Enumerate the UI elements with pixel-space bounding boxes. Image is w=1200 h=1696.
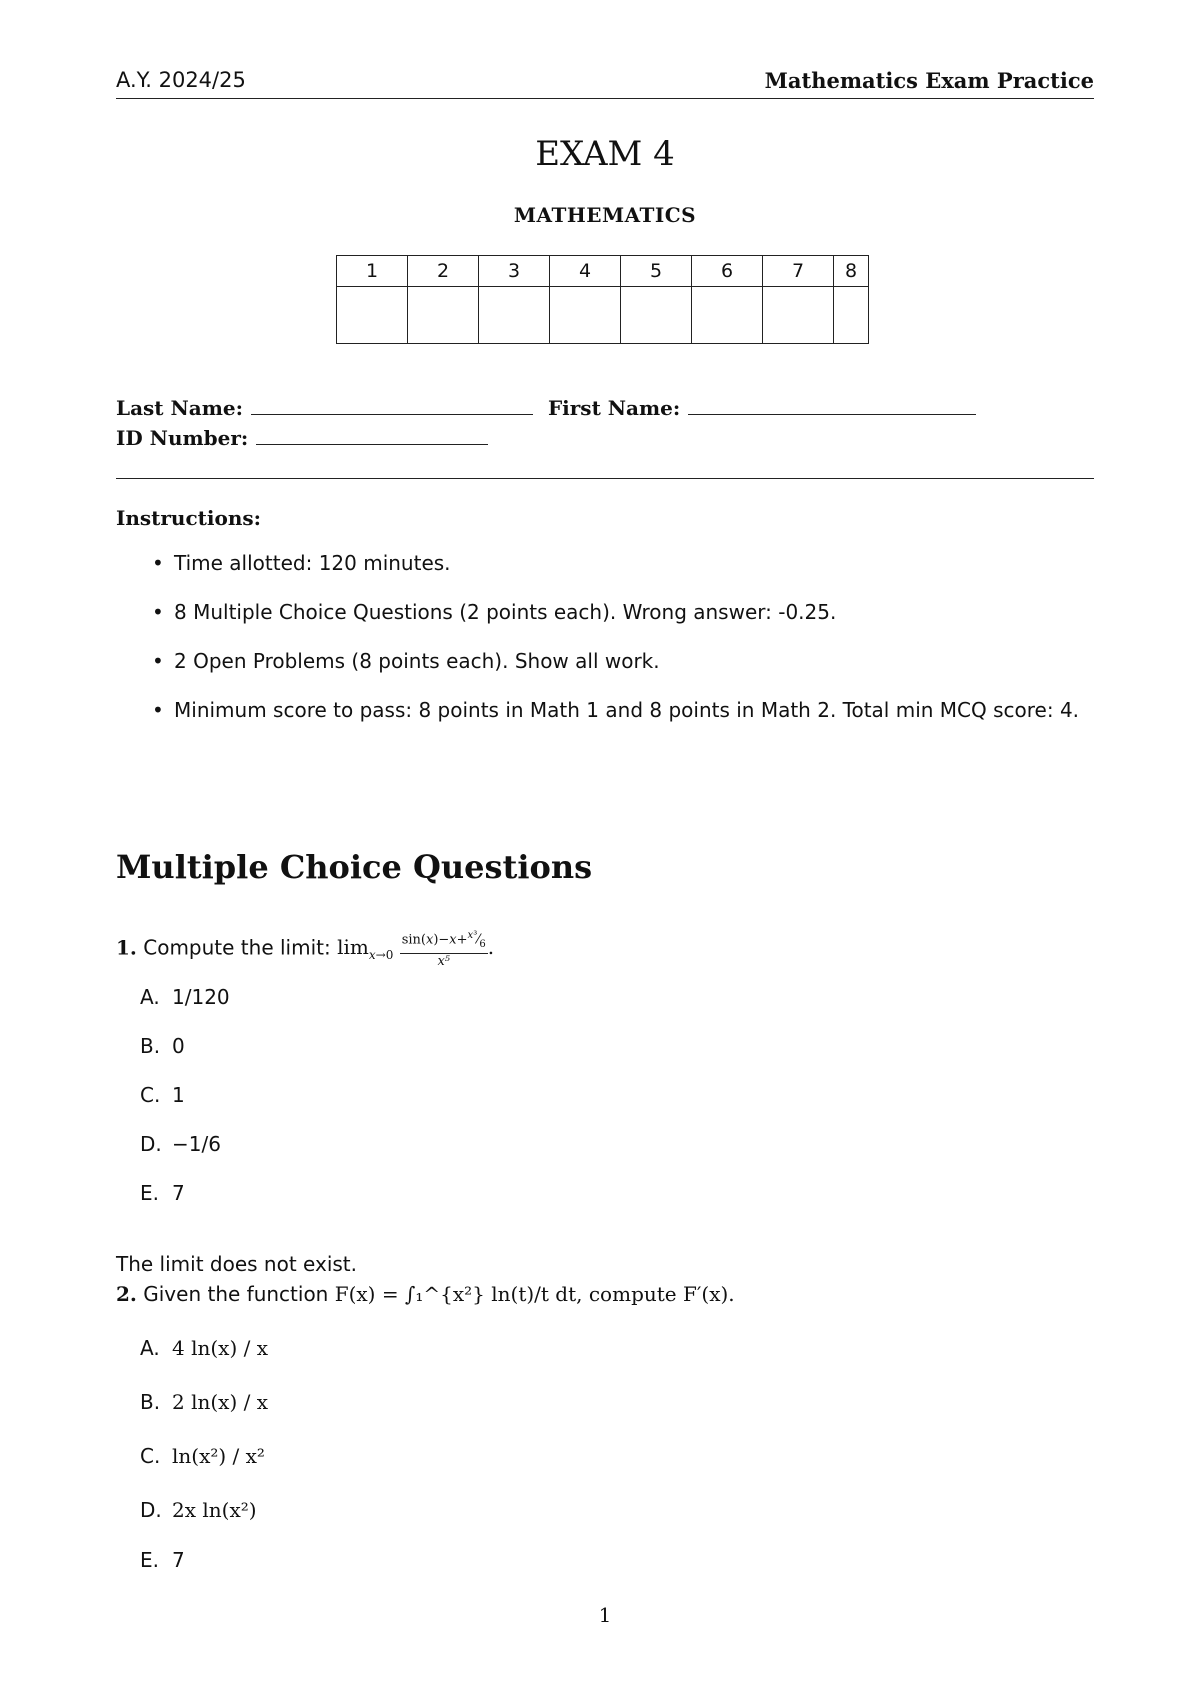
score-cell[interactable] <box>337 287 408 344</box>
instructions-list <box>116 548 1094 744</box>
id-field-row <box>116 426 488 450</box>
section-title: Multiple Choice Questions <box>116 848 593 886</box>
option-c[interactable]: C. 1 <box>140 1083 185 1107</box>
instructions-title: Instructions: <box>116 506 262 530</box>
name-fields-row <box>116 396 976 420</box>
page-number: 1 <box>598 1603 612 1627</box>
first-name-blank[interactable] <box>688 396 976 415</box>
score-cell[interactable] <box>692 287 763 344</box>
question-math: $\lim_{x\to 0}$ $\frac{\sin(x)-x+^{x^3}⁄_6}{\text{x⁵}}$ . <box>337 930 495 969</box>
instruction-item: • Minimum score to pass: 8 points in Math 1 and 8 points in Math 2. Total min MCQ score: 4. <box>116 695 1094 725</box>
academic-year: A.Y. 2024/25 <box>116 68 246 92</box>
option-a[interactable]: A. 1/120 <box>140 985 230 1009</box>
score-cell[interactable] <box>479 287 550 344</box>
score-cell[interactable] <box>763 287 834 344</box>
score-table <box>336 255 869 344</box>
option-d[interactable]: D. −1/6 <box>140 1132 221 1156</box>
exam-subtitle: MATHEMATICS <box>513 203 697 227</box>
bullet-icon: • <box>152 551 164 575</box>
score-col-header: 1 <box>337 256 408 287</box>
score-cell[interactable] <box>834 287 869 344</box>
score-col-header: 7 <box>763 256 834 287</box>
instruction-item: • Time allotted: 120 minutes. <box>116 548 1094 578</box>
note-text: The limit does not exist. <box>116 1252 357 1276</box>
instruction-item: • 2 Open Problems (8 points each). Show all work. <box>116 646 1094 676</box>
score-col-header: 2 <box>408 256 479 287</box>
question-number: 1. <box>116 935 137 960</box>
exam-page <box>116 0 1094 1696</box>
score-col-header: 8 <box>834 256 869 287</box>
bullet-icon: • <box>152 600 164 624</box>
option-e[interactable]: E. 7 <box>140 1548 185 1572</box>
header-course-title: Mathematics Exam Practice <box>764 68 1094 93</box>
score-cell[interactable] <box>621 287 692 344</box>
option-b[interactable]: B. 2 ln(x) / x <box>140 1390 268 1414</box>
option-b[interactable]: B. 0 <box>140 1034 185 1058</box>
score-cell[interactable] <box>408 287 479 344</box>
question-text: Compute the limit: <box>143 935 331 960</box>
instruction-item: • 8 Multiple Choice Questions (2 points each). Wrong answer: -0.25. <box>116 597 1094 627</box>
option-d[interactable]: D. 2x ln(x²) <box>140 1498 257 1522</box>
question-math: F(x) = ∫₁^{x²} ln(t)/t dt, compute F′(x). <box>334 1282 735 1306</box>
score-col-header: 4 <box>550 256 621 287</box>
last-name-blank[interactable] <box>251 396 533 415</box>
bullet-icon: • <box>152 698 164 722</box>
score-col-header: 3 <box>479 256 550 287</box>
question-number: 2. <box>116 1282 137 1306</box>
first-name-label: First Name: <box>547 396 681 420</box>
bullet-icon: • <box>152 649 164 673</box>
question-1 <box>116 928 494 970</box>
option-e[interactable]: E. 7 <box>140 1181 185 1205</box>
page-header <box>116 66 1094 99</box>
id-number-blank[interactable] <box>256 426 488 445</box>
option-c[interactable]: C. ln(x²) / x² <box>140 1444 265 1468</box>
score-col-header: 5 <box>621 256 692 287</box>
score-col-header: 6 <box>692 256 763 287</box>
id-number-label: ID Number: <box>116 426 249 450</box>
last-name-label: Last Name: <box>116 396 243 420</box>
exam-title: EXAM 4 <box>535 134 675 174</box>
divider <box>116 478 1094 479</box>
option-a[interactable]: A. 4 ln(x) / x <box>140 1336 268 1360</box>
score-cell[interactable] <box>550 287 621 344</box>
question-2 <box>116 1282 735 1306</box>
question-text: Given the function <box>143 1282 329 1306</box>
